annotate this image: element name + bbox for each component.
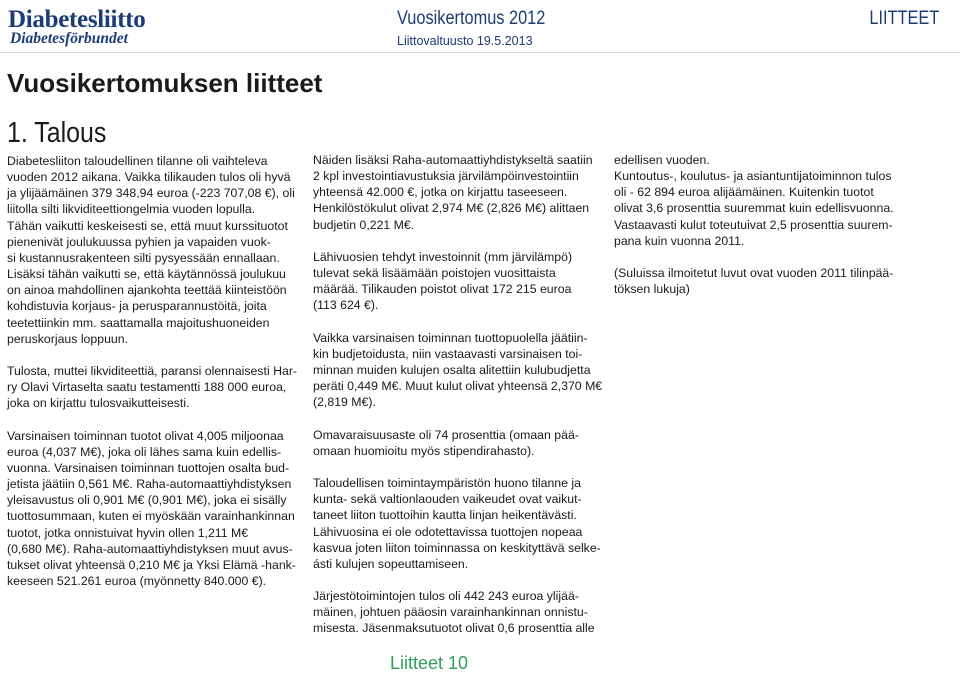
page-footer: Liitteet 10 [390, 653, 469, 673]
paragraph: Omavaraisuusaste oli 74 prosenttia (omaan pää- omaan huomioitu myös stipendirahasto). [313, 427, 579, 458]
paragraph: Taloudellisen toimintaympäristön huono tilanne ja kunta- sekä valtionlaouden vaikeudet ovat vaikut- taneet liiton tuottoihin kautta linjan heikentävästi. Lähivuosina ei ole odotettavissa tuottojen nopeaa kasvua joten liiton toiminnassa on keskityttävä selke- ásti kulujen sopeuttamiseen. [313, 476, 601, 571]
paragraph: (Suluissa ilmoitetut luvut ovat vuoden 2011 tilinpää- töksen lukuja) [614, 266, 894, 297]
paragraph: Näiden lisäksi Raha-automaattiyhdistykseltä saatiin 2 kpl investointiavustuksia järvilämpöinvestointiin yhteensä 42.000 €, jotka on kirjattu taseeseen. Henkilöstökulut olivat 2,974 M€ (2,826 M€) alittaen budjetin 0,221 M€. [313, 153, 593, 232]
paragraph: Varsinaisen toiminnan tuotot olivat 4,005 miljoonaa euroa (4,037 M€), joka oli lähes sama kuin edellis- vuonna. Varsinaisen toiminnan tuottojen osalta bud- jetista jäätiin 0,561 M€. Raha-automaattiyhdistyksen yleisavustus oli 0,901 M€ (0,901 M€), joka ei sisälly tuottosummaan, kuten ei myöskään varainhankinnan tuotot, jotka onnistuivat hyvin ollen 1,211 M€ (0,680 M€). Raha-automaattiyhdistyksen muut avus- tukset olivat yhteensä 0,210 M€ ja Yksi Elämä -hank- keeseen 521.261 euroa (myönnetty 840.000 €). [7, 428, 296, 589]
text-column-1 [7, 153, 307, 605]
paragraph: edellisen vuoden. Kuntoutus-, koulutus- ja asiantuntijatoiminnon tulos oli - 62 894 euroa alijäämäinen. Kuitenkin tuotot olivat 3,6 prosenttia suuremmat kuin edellisvuonna. Vastaavasti kulut toteutuivat 2,5 prosenttia suurem- pana kuin vuonna 2011. [614, 153, 894, 248]
paragraph: Vaikka varsinaisen toiminnan tuottopuolella jäätiin- kin budjetoidusta, niin vastaavasti varsinaisen toi- minnan muiden kulujen osalta alitettiin kulubudjetta peräti 0,449 M€. Muut kulut olivat yhteensä 2,370 M€ (2,819 M€). [313, 330, 603, 410]
logo [8, 6, 194, 48]
paragraph: Tulosta, muttei likviditeettiä, paransi olennaisesti Har- ry Olavi Virtaselta saatu testamentti 188 000 euroa, joka on kirjattu tulosvaikutteisesti. [7, 364, 298, 411]
paragraph: Lähivuosien tehdyt investoinnit (mm järvilämpö) tulevat sekä lisäämään poistojen vuosittaista määrää. Tilikauden poistot olivat 172 215 euroa (113 624 €). [313, 249, 573, 313]
text-column-3 [614, 152, 914, 314]
section-label: LIITTEET [869, 8, 939, 29]
section-heading: 1. Talous [7, 117, 107, 149]
logo-sub-text: Diabetesförbundet [10, 30, 128, 47]
page-title: Vuosikertomuksen liitteet [7, 68, 323, 98]
text-column-2 [313, 152, 605, 653]
report-title: Vuosikertomus 2012 [397, 8, 546, 29]
header-divider [0, 52, 960, 53]
paragraph: Diabetesliiton taloudellinen tilanne oli vaihteleva vuoden 2012 aikana. Vaikka tilikauden tulos oli hyvä ja ylijäämäinen 379 348,94 euroa (-223 707,08 €), oli liitolla silti likviditeettiongelmia vuoden lopulla. Tähän vaikutti keskeisesti se, että muut kurssituotot pienenivät joulukuussa pyhien ja vapaiden vuok- si kustannusrakenteen silti pysyessään ennallaan. Lisäksi tähän vaikutti se, että käytännössä joulukuu on ainoa mahdollinen ajankohta teettää kiinteistöön kohdistuvia korjaus- ja perusparannustöitä, joita teetettiinkin mm. saattamalla majoitushuoneiden peruskorjaus loppuun. [7, 154, 295, 346]
paragraph: Järjestötoimintojen tulos oli 442 243 euroa ylijää- mäinen, johtuen pääosin varainhankinnan onnistu- misesta. Jäsenmaksutuotot olivat 0,6 prosenttia alle [313, 589, 595, 636]
logo-main-text: Diabetesliitto [8, 6, 146, 33]
report-subtitle: Liittovaltuusto 19.5.2013 [397, 34, 533, 48]
